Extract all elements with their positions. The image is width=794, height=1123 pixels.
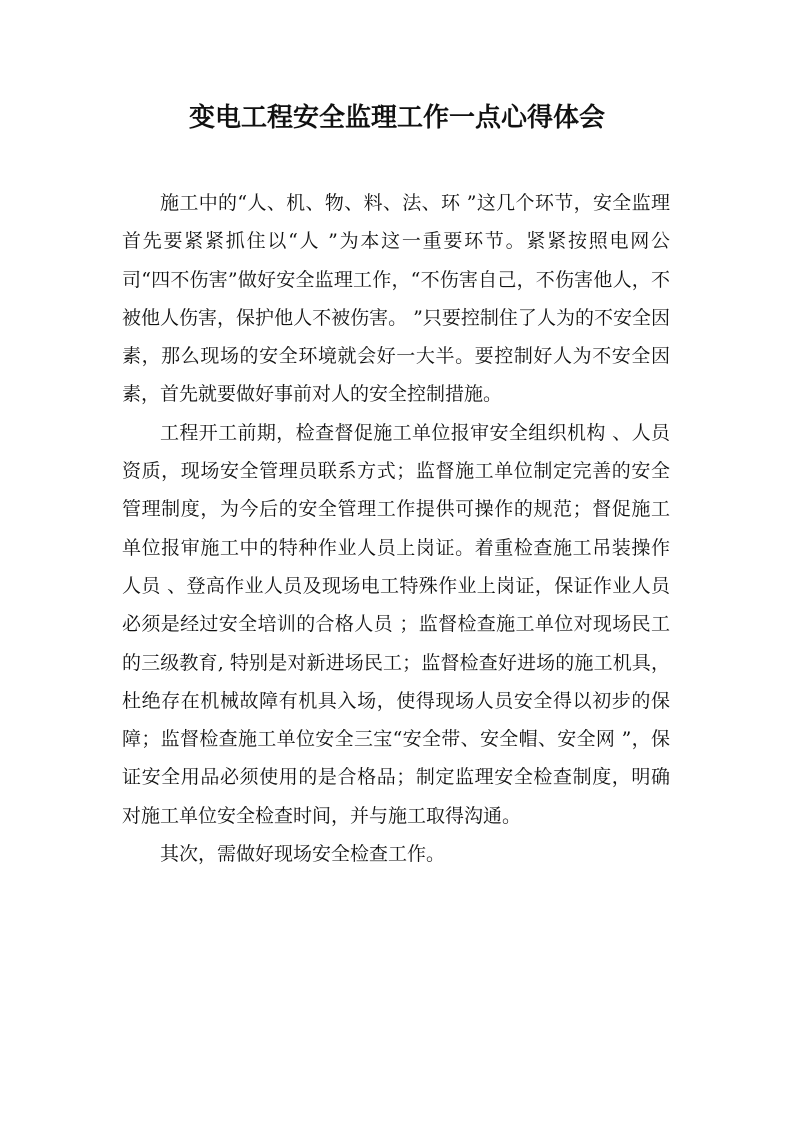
paragraph-1: 施工中的“人、机、物、料、法、环 ”这几个环节，安全监理首先要紧紧抓住以“人 ”为本这一重要环节。紧紧按照电网公司“四不伤害”做好安全监理工作，“不伤害自己，不伤害他人，不被他人伤害，保护他人不被伤害。 ”只要控制住了人为的不安全因素，那么现场的安全环境就会好一大半。要控制好人为不安全因素，首先就要做好事前对人的安全控制措施。 bbox=[122, 192, 670, 406]
paragraph-2: 工程开工前期，检查督促施工单位报审安全组织机构 、人员资质，现场安全管理员联系方式；监督施工单位制定完善的安全管理制度，为今后的安全管理工作提供可操作的规范；督促施工单位报审施工中的特种作业人员上岗证。着重检查施工吊装操作人员 、登高作业人员及现场电工特殊作业上岗证，保证作业人员必须是经过安全培训的合格人员 ；监督检查施工单位对现场民工的三级教育, 特别是对新进场民工；监督检查好进场的施工机具，杜绝存在机械故障有机具入场，使得现场人员安全得以初步的保障；监督检查施工单位安全三宝“安全带、安全帽、安全网 ”，保证安全用品必须使用的是合格品；制定监理安全检查制度，明确对施工单位安全检查时间，并与施工取得沟通。 bbox=[122, 421, 670, 827]
paragraph-3: 其次，需做好现场安全检查工作。 bbox=[160, 843, 446, 866]
document-title: 变电工程安全监理工作一点心得体会 bbox=[188, 103, 605, 133]
document-body bbox=[122, 184, 670, 873]
